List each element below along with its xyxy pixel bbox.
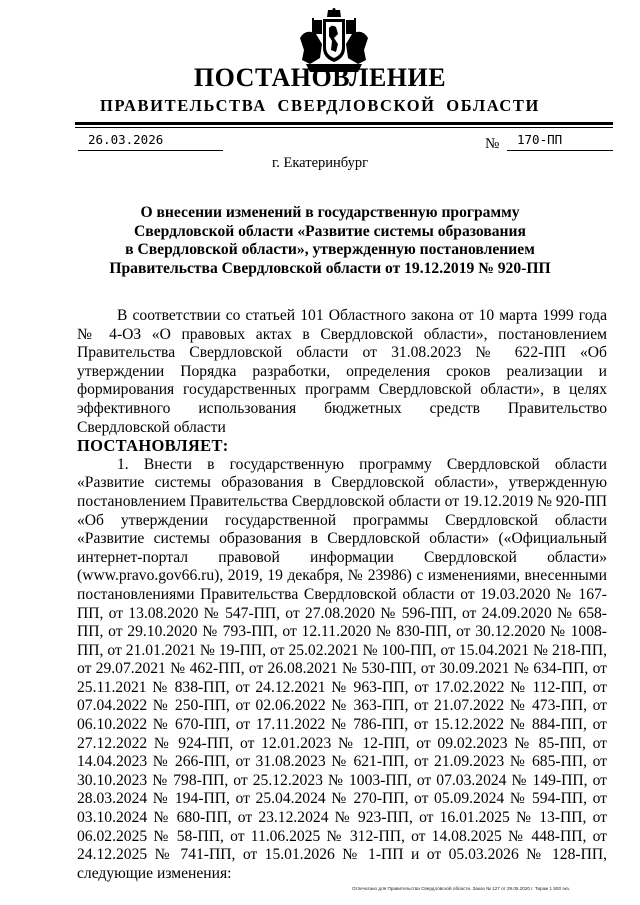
heading-line: Правительства Свердловской области от 19.12.2019 № 920-ПП — [109, 259, 551, 277]
document-date: 26.03.2026 — [78, 132, 223, 151]
document-heading — [100, 204, 560, 278]
document-type-title: ПОСТАНОВЛЕНИЕ — [193, 63, 447, 92]
number-sign: № — [485, 136, 500, 152]
document-number: 170-ПП — [507, 132, 613, 151]
heading-line: О внесении изменений в государственную программу — [140, 204, 520, 221]
heading-line: Свердловской области «Развитие системы образования — [134, 222, 526, 240]
document-body — [77, 307, 607, 883]
decree-word: ПОСТАНОВЛЯЕТ: — [77, 436, 229, 456]
preamble-paragraph: В соответствии со статьей 101 Областного закона от 10 марта 1999 года № 4-ОЗ «О правовых актах в Свердловской области», постановлением Правительства Свердловской области от 31.08.2023 № 622-ПП «Об утверждении Порядка разработки, определения сроков реализации и формирования государственных программ Свердловской области», в целях эффективного использования бюджетных средств Правительство Свердловской области — [77, 307, 607, 436]
header-rule-thin — [75, 127, 613, 128]
print-note: Отпечатано для Правительства Свердловской области. Заказ № 127 от 29.05.2020 г. Тираж 1 500 экз. — [352, 886, 571, 891]
city-of-issue: г. Екатеринбург — [271, 155, 369, 171]
item-1-paragraph: 1. Внести в государственную программу Свердловской области «Развитие системы образования в Свердловской области», утвержденную постановлением Правительства Свердловской области от 19.12.2019 № 920-ПП «Об утверждении государственной программы Свердловской области «Развитие системы образования в Свердловской области» («Официальный интернет-портал правовой информации Свердловской области» (www.pravo.gov66.ru), 2019, 19 декабря, № 23986) с изменениями, внесенными постановлениями Правительства Свердловской области от 19.03.2020 № 167-ПП, от 13.08.2020 № 547-ПП, от 27.08.2020 № 596-ПП, от 24.09.2020 № 658-ПП, от 29.10.2020 № 793-ПП, от 12.11.2020 № 830-ПП, от 30.12.2020 № 1008-ПП, от 21.01.2021 № 19-ПП, от 25.02.2021 № 100-ПП, от 15.04.2021 № 218-ПП, от 29.07.2021 № 462-ПП, от 26.08.2021 № 530-ПП, от 30.09.2021 № 634-ПП, от 25.11.2021 № 838-ПП, от 24.12.2021 № 963-ПП, от 17.02.2022 № 112-ПП, от 07.04.2022 № 250-ПП, от 02.06.2022 № 363-ПП, от 21.07.2022 № 473-ПП, от 06.10.2022 № 670-ПП, от 17.11.2022 № 786-ПП, от 15.12.2022 № 884-ПП, от 27.12.2022 № 924-ПП, от 12.01.2023 № 12-ПП, от 09.02.2023 № 85-ПП, от 14.04.2023 № 266-ПП, от 31.08.2023 № 621-ПП, от 21.09.2023 № 685-ПП, от 30.10.2023 № 798-ПП, от 25.12.2023 № 1003-ПП, от 07.03.2024 № 149-ПП, от 28.03.2024 № 194-ПП, от 25.04.2024 № 270-ПП, от 05.09.2024 № 594-ПП, от 03.10.2024 № 680-ПП, от 23.12.2024 № 923-ПП, от 16.01.2025 № 13-ПП, от 06.02.2025 № 58-ПП, от 11.06.2025 № 312-ПП, от 14.08.2025 № 448-ПП, от 24.12.2025 № 741-ПП, от 15.01.2026 № 1-ПП и от 05.03.2026 № 128-ПП, следующие изменения: — [77, 455, 607, 882]
issuing-authority: ПРАВИТЕЛЬСТВА СВЕРДЛОВСКОЙ ОБЛАСТИ — [100, 96, 540, 115]
heading-line: в Свердловской области», утвержденную постановлением — [125, 241, 535, 258]
header-rule-thick — [75, 122, 613, 125]
